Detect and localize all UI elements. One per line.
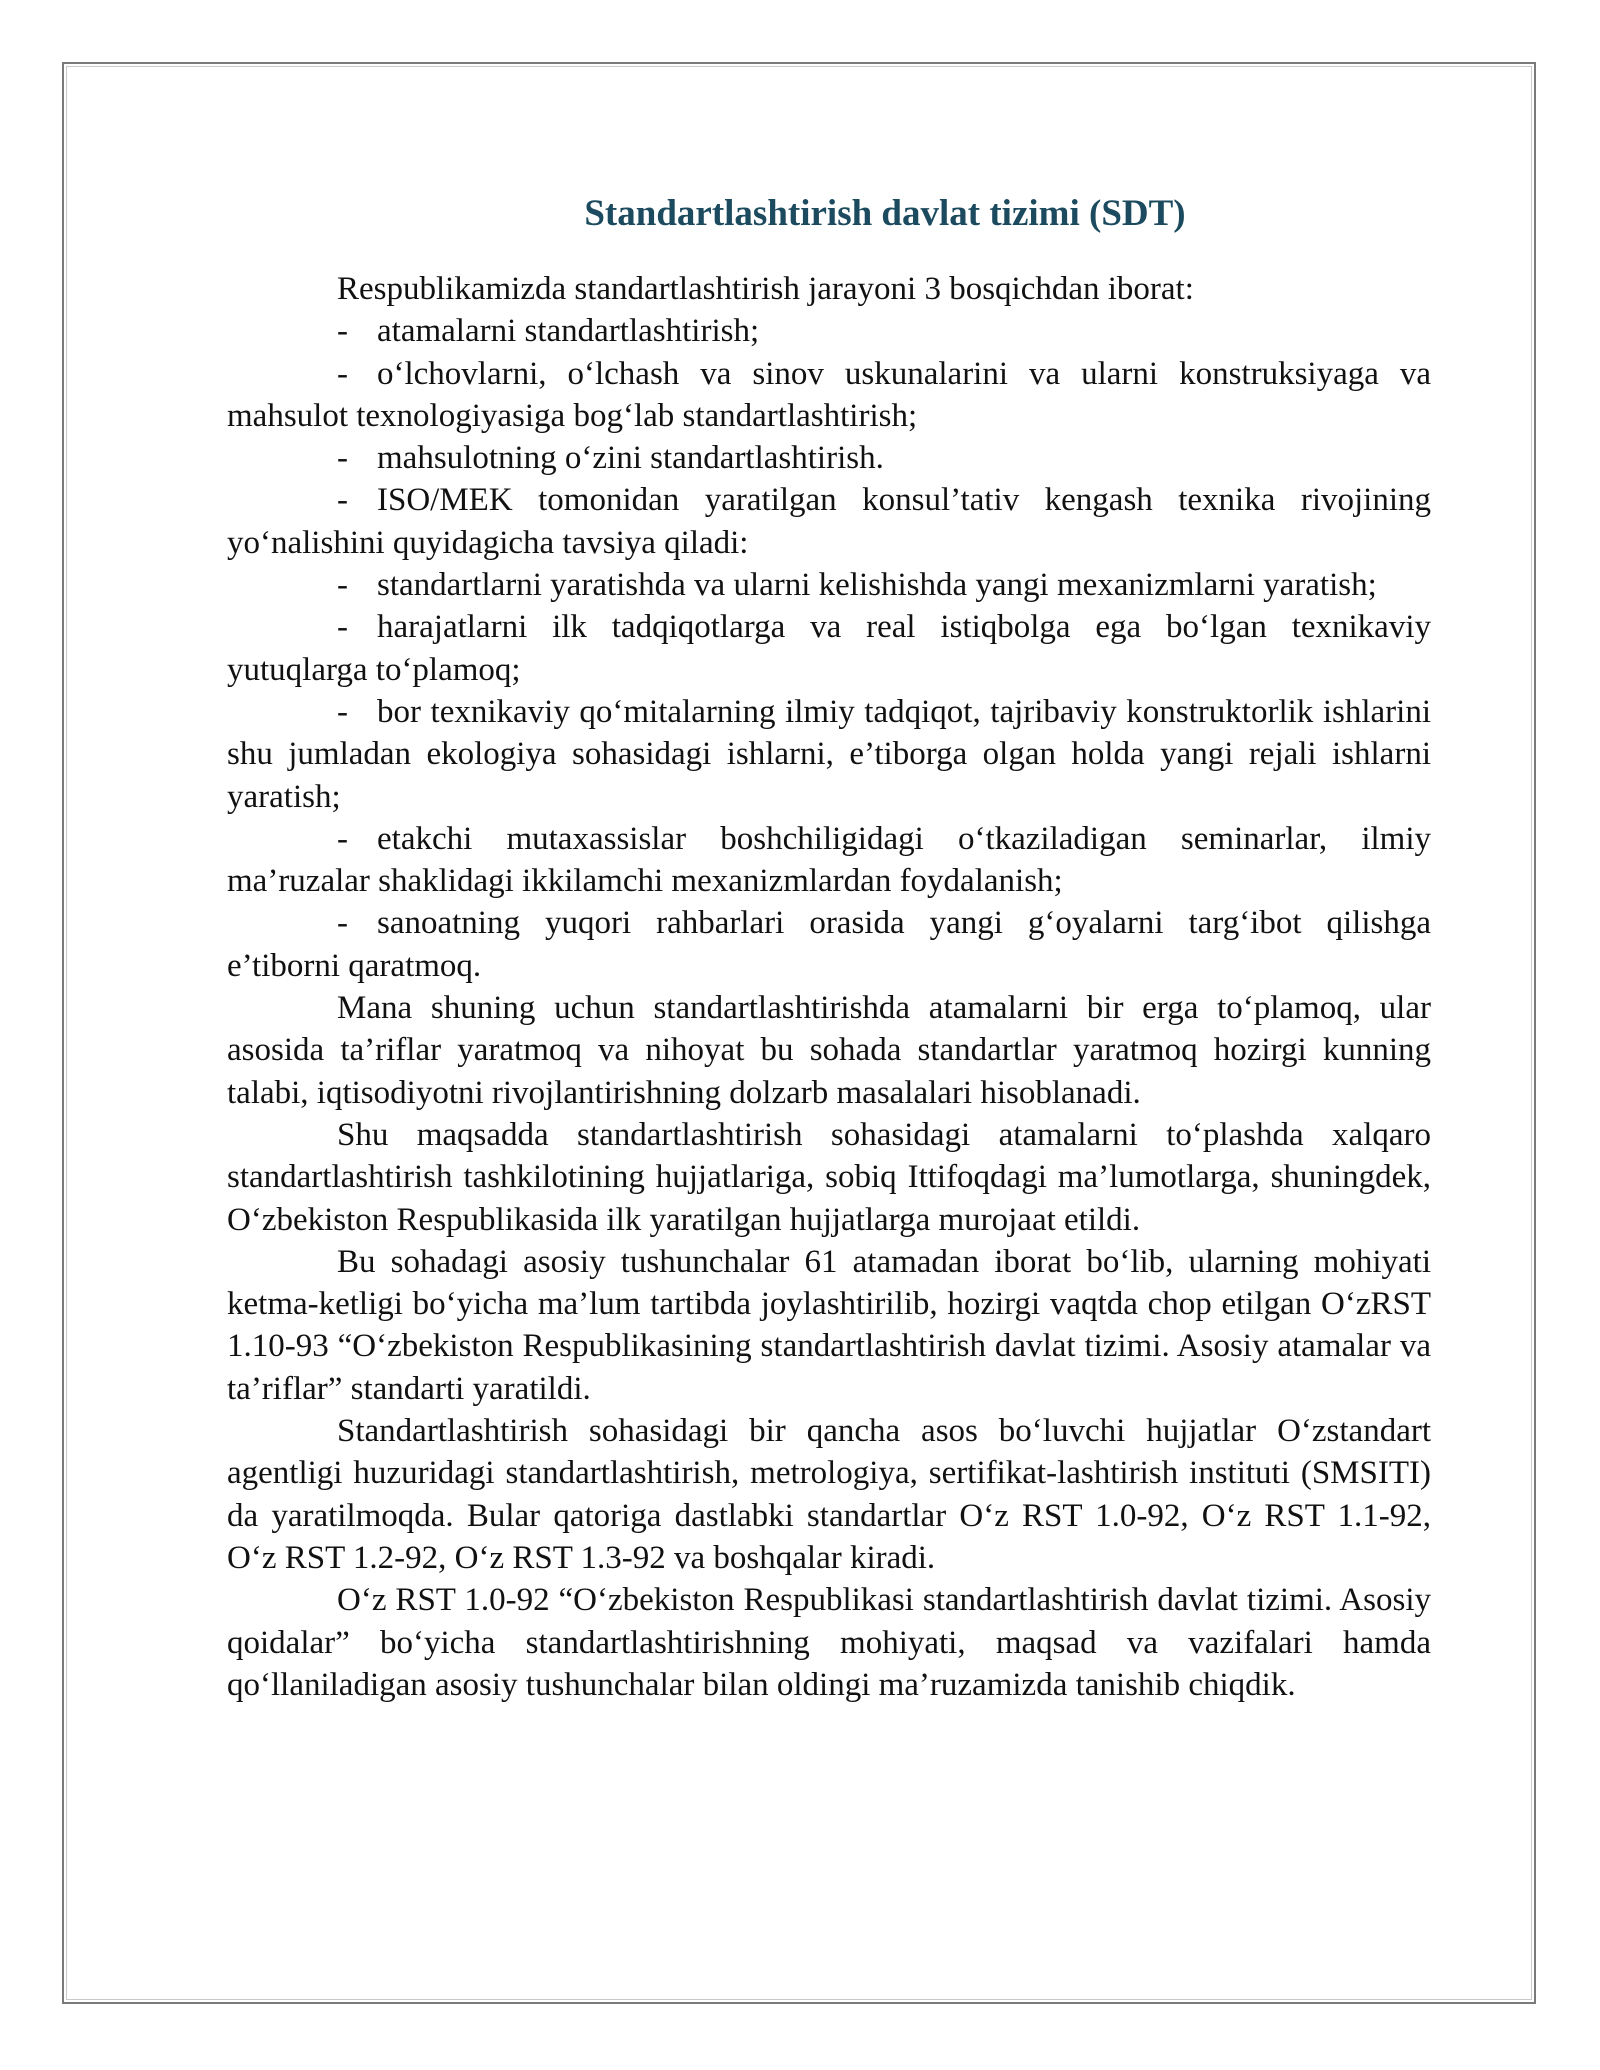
bullet-item (227, 902, 1431, 987)
bullet-dash: - (337, 693, 348, 730)
bullet-dash: - (337, 905, 348, 942)
bullet-text: etakchi mutaxassislar boshchiligidagi o‘tkaziladigan seminarlar, ilmiy ma’ruzalar shaklidagi ikkilamchi mexanizmlardan foydalanish; (227, 820, 1431, 900)
bullet-text: standartlarni yaratishda va ularni kelishishda yangi mexanizmlarni yaratish; (377, 567, 1377, 604)
bullet-dash: - (337, 355, 348, 392)
bullet-item (227, 818, 1431, 903)
bullet-item (227, 437, 1431, 479)
body-paragraph: Mana shuning uchun standartlashtirishda atamalarni bir erga to‘plamoq, ular asosida ta’riflar yaratmoq va nihoyat bu sohada standartlar yaratmoq hozirgi kunning talabi, iqtisodiyotni rivojlantirishning dolzarb masalalari hisoblanadi. (227, 990, 1431, 1111)
body-paragraph: Bu sohadagi asosiy tushunchalar 61 atamadan iborat bo‘lib, ularning mohiyati ketma-ketligi bo‘yicha ma’lum tartibda joylashtirilib, hozirgi vaqtda chop etilgan O‘zRST 1.10-93 “O‘zbekiston Respublikasining standartlashtirish davlat tizimi. Asosiy atamalar va ta’riflar” standarti yaratildi. (227, 1243, 1431, 1407)
document-title: Standartlashtirish davlat tizimi (SDT) (584, 193, 1186, 234)
bullet-dash: - (337, 482, 348, 519)
bullet-text: o‘lchovlarni, o‘lchash va sinov uskunalarini va ularni konstruksiyaga va mahsulot texnologiyasiga bog‘lab standartlashtirish; (227, 355, 1431, 434)
bullet-item (227, 691, 1431, 818)
bullet-text: ISO/MEK tomonidan yaratilgan konsul’tativ kengash texnika rivojining yo‘nalishini quyidagicha tavsiya qiladi: (227, 482, 1431, 561)
bullet-dash: - (337, 567, 348, 604)
body-paragraph: Shu maqsadda standartlashtirish sohasidagi atamalarni to‘plashda xalqaro standartlashtirish tashkilotining hujjatlariga, sobiq Ittifoqdagi ma’lumotlarga, shuningdek, O‘zbekiston Respublikasida ilk yaratilgan hujjatlarga murojaat etildi. (227, 1116, 1431, 1238)
bullet-item (227, 353, 1431, 438)
document-body (227, 268, 1431, 1706)
bullet-dash: - (337, 440, 348, 477)
bullet-text: mahsulotning o‘zini standartlashtirish. (377, 440, 884, 477)
bullet-dash: - (337, 609, 348, 646)
bullet-text: bor texnikaviy qo‘mitalarning ilmiy tadqiqot, tajribaviy konstruktorlik ishlarini shu jumladan ekologiya sohasidagi ishlarni, e’tiborga olgan holda yangi rejali ishlarni yaratish; (227, 693, 1431, 815)
bullet-text: atamalarni standartlashtirish; (377, 313, 760, 350)
body-paragraph: Standartlashtirish sohasidagi bir qancha asos bo‘luvchi hujjatlar O‘zstandart agentligi huzuridagi standartlashtirish, metrologiya, sertifikat-lashtirish instituti (SMSITI) da yaratilmoqda. Bular qatoriga dastlabki standartlar O‘z RST 1.0-92, O‘z RST 1.1-92, O‘z RST 1.2-92, O‘z RST 1.3-92 va boshqalar kiradi. (227, 1413, 1431, 1576)
bullet-dash: - (337, 313, 348, 350)
bullet-text: harajatlarni ilk tadqiqotlarga va real istiqbolga ega bo‘lgan texnikaviy yutuqlarga to‘plamoq; (227, 609, 1431, 688)
bullet-item (227, 564, 1431, 606)
bullet-dash: - (337, 820, 348, 857)
bullet-item (227, 479, 1431, 564)
bullet-text: sanoatning yuqori rahbarlari orasida yangi g‘oyalarni targ‘ibot qilishga e’tiborni qaratmoq. (227, 905, 1431, 984)
body-paragraph: O‘z RST 1.0-92 “O‘zbekiston Respublikasi standartlashtirish davlat tizimi. Asosiy qoidalar” bo‘yicha standartlashtirishning mohiyati, maqsad va vazifalari hamda qo‘llaniladigan asosiy tushunchalar bilan oldingi ma’ruzamizda tanishib chiqdik. (227, 1582, 1431, 1703)
bullet-item (227, 606, 1431, 691)
intro-paragraph: Respublikamizda standartlashtirish jarayoni 3 bosqichdan iborat: (337, 271, 1194, 307)
document-content (227, 186, 1431, 1706)
bullet-item (227, 310, 1431, 352)
